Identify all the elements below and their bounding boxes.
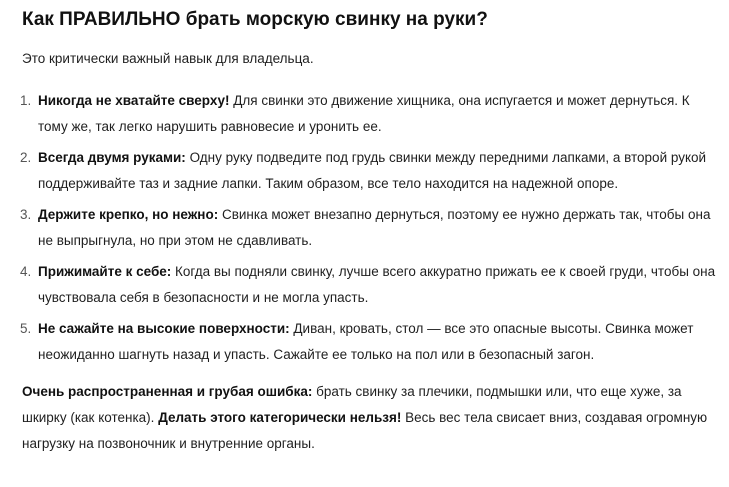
list-item <box>22 88 717 140</box>
closing-lead: Очень распространенная и грубая ошибка: <box>22 384 313 399</box>
step-text: Для свинки это движение хищника, она испугается и может дернуться. К тому же, так легко нарушить равновесие и уронить ее. <box>38 93 690 134</box>
list-item <box>22 202 717 254</box>
step-number: 1. <box>20 93 32 108</box>
list-item <box>22 145 717 197</box>
step-number: 4. <box>20 264 32 279</box>
closing-paragraph <box>22 379 717 457</box>
closing-emphasis: Делать этого категорически нельзя! <box>158 410 402 425</box>
step-lead: Всегда двумя руками: <box>38 150 186 165</box>
step-text: Одну руку подведите под грудь свинки между передними лапками, а второй рукой поддерживайте таз и задние лапки. Таким образом, все тело находится на надежной опоре. <box>38 150 707 191</box>
step-lead: Никогда не хватайте сверху! <box>38 93 230 108</box>
step-number: 3. <box>20 207 32 222</box>
list-item <box>22 259 717 311</box>
step-lead: Не сажайте на высокие поверхности: <box>38 321 290 336</box>
article-title: Как ПРАВИЛЬНО брать морскую свинку на руки? <box>22 9 488 30</box>
step-lead: Прижимайте к себе: <box>38 264 172 279</box>
step-lead: Держите крепко, но нежно: <box>38 207 219 222</box>
step-number: 2. <box>20 150 32 165</box>
intro-paragraph: Это критически важный навык для владельца. <box>22 51 314 66</box>
step-text: Диван, кровать, стол — все это опасные высоты. Свинка может неожиданно шагнуть назад и упасть. Сажайте ее только на пол или в безопасный загон. <box>38 321 694 362</box>
step-text: Когда вы подняли свинку, лучше всего аккуратно прижать ее к своей груди, чтобы она чувствовала себя в безопасности и не могла упасть. <box>38 264 716 305</box>
list-item <box>22 316 717 368</box>
step-number: 5. <box>20 321 32 336</box>
closing-text-1: брать свинку за плечики, подмышки или, что еще хуже, за шкирку (как котенка). <box>22 384 682 425</box>
step-text: Свинка может внезапно дернуться, поэтому ее нужно держать так, чтобы она не выпрыгнула, но при этом не сдавливать. <box>38 207 711 248</box>
closing-text-2: Весь вес тела свисает вниз, создавая огромную нагрузку на позвоночник и внутренние органы. <box>22 410 708 451</box>
steps-list <box>22 88 717 368</box>
